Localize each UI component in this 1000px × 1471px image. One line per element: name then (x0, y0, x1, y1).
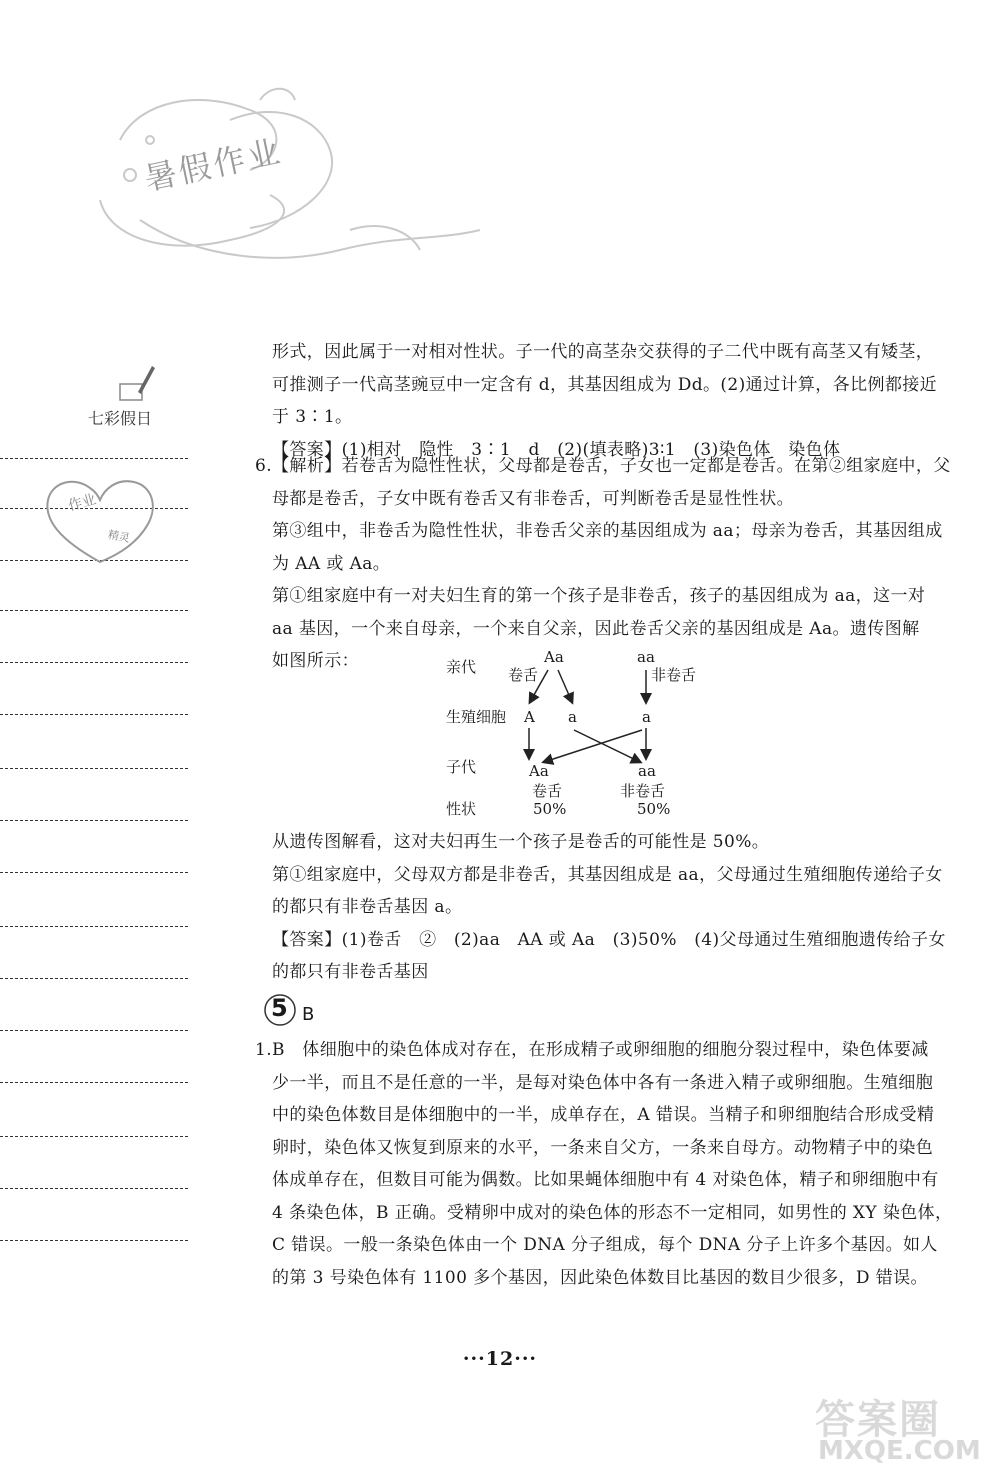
text-line: 可推测子一代高茎豌豆中一定含有 d，其基因组成为 Dd。(2)通过计算，各比例都接近 (272, 374, 938, 395)
row-label-gamete: 生殖细胞 (446, 708, 507, 726)
pencil-icon (118, 362, 156, 404)
stamp-sub: 精灵 (106, 528, 131, 545)
section-letter: B (302, 1004, 315, 1025)
stamp-title: 作业 (66, 491, 98, 515)
text-line: 的都只有非卷舌基因 a。 (272, 897, 463, 917)
text-line: 如图所示： (272, 651, 359, 671)
sidebar-rule (0, 768, 188, 769)
text-line: 第①组家庭中有一对夫妇生育的第一个孩子是非卷舌，孩子的基因组成为 aa，这一对 (272, 586, 926, 606)
gamete-a: a (568, 708, 577, 726)
child1-genotype: Aa (529, 762, 549, 780)
sidebar-rule (0, 1188, 188, 1189)
sidebar-rule (0, 610, 188, 611)
sidebar-rule (0, 1082, 188, 1083)
section4-continuation (272, 336, 938, 466)
sidebar-rule (0, 1240, 188, 1241)
answer-line: 【答案】(1)相对 隐性 3∶1 d (2)(填表略)3∶1 (3)染色体 染色体 (272, 439, 841, 460)
text-line: 卵时，染色体又恢复到原来的水平，一条来自父方，一条来自母方。动物精子中的染色 (272, 1137, 934, 1158)
section-number: 5 (271, 994, 288, 1022)
row-label-parent: 亲代 (446, 658, 477, 676)
gamete-A: A (524, 708, 535, 726)
parent2-trait: 非卷舌 (651, 666, 697, 684)
row-label-trait: 性状 (446, 800, 477, 818)
text-line: 第①组家庭中，父母双方都是非卷舌，其基因组成是 aa，父母通过生殖细胞传递给子女 (272, 864, 943, 885)
gamete-a: a (642, 708, 651, 726)
text-line: 体成单存在，但数目可能为偶数。比如果蝇体细胞中有 4 对染色体，精子和卵细胞中有 (272, 1170, 939, 1190)
text-line: 1.B 体细胞中的染色体成对存在，在形成精子或卵细胞的细胞分裂过程中，染色体要减 (255, 1040, 929, 1060)
banner-decoration (80, 80, 500, 300)
banner-title: 暑假作业 (140, 131, 286, 199)
sidebar-label: 七彩假日 (88, 409, 153, 428)
watermark-url: MXQE.COM (818, 1436, 981, 1466)
watermark-logo: 答案圈 (815, 1397, 941, 1443)
sidebar-rule (0, 978, 188, 979)
question-6-conclusion (272, 826, 946, 989)
text-line: 6.【解析】若卷舌为隐性性状，父母都是卷舌，子女也一定都是卷舌。在第②组家庭中，父 (255, 456, 951, 476)
parent1-trait: 卷舌 (508, 666, 539, 684)
heart-stamp-icon (40, 470, 160, 570)
text-line: 少一半，而且不是任意的一半，是每对染色体中各有一条进入精子或卵细胞。生殖细胞 (272, 1072, 934, 1093)
text-line: 的第 3 号染色体有 1100 多个基因，因此染色体数目比基因的数目少很多，D 错误。 (272, 1267, 928, 1288)
sidebar-rule (0, 458, 188, 459)
parent2-genotype: aa (637, 648, 655, 666)
text-line: 第③组中，非卷舌为隐性性状，非卷舌父亲的基因组成为 aa；母亲为卷舌，其基因组成 (272, 521, 943, 541)
text-line: 于 3∶1。 (272, 407, 353, 427)
sidebar-rule (0, 872, 188, 873)
child1-percent: 50% (533, 800, 567, 818)
sidebar-rule (0, 662, 188, 663)
parent1-genotype: Aa (544, 648, 564, 666)
text-line: 中的染色体数目是体细胞中的一半，成单存在，A 错误。当精子和卵细胞结合形成受精 (272, 1105, 935, 1125)
text-line: aa 基因，一个来自母亲，一个来自父亲，因此卷舌父亲的基因组成是 Aa。遗传图解 (272, 618, 920, 639)
sidebar-rule (0, 1030, 188, 1031)
row-label-child: 子代 (446, 758, 477, 776)
text-line: 母都是卷舌，子女中既有卷舌又有非卷舌，可判断卷舌是显性性状。 (272, 488, 794, 509)
section5-question-1 (255, 1034, 953, 1294)
text-line: 从遗传图解看，这对夫妇再生一个孩子是卷舌的可能性是 50%。 (272, 832, 770, 852)
page-number: ···12··· (462, 1348, 538, 1370)
answer-line: 【答案】(1)卷舌 ② (2)aa AA 或 Aa (3)50% (4)父母通过生殖细胞遗传给子女 (272, 929, 946, 950)
question-6 (255, 450, 951, 678)
child1-trait: 卷舌 (532, 782, 563, 800)
text-line: 的都只有非卷舌基因 (272, 962, 429, 982)
sidebar-rule (0, 926, 188, 927)
sidebar-rule (0, 714, 188, 715)
text-line: 4 条染色体，B 正确。受精卵中成对的染色体的形态不一定相同，如男性的 XY 染色体， (272, 1202, 953, 1223)
sidebar-rule (0, 820, 188, 821)
child2-trait: 非卷舌 (620, 782, 666, 800)
section-5-heading (262, 990, 342, 1030)
text-line: 为 AA 或 Aa。 (272, 553, 391, 574)
child2-genotype: aa (638, 762, 656, 780)
child2-percent: 50% (637, 800, 671, 818)
sidebar-rule (0, 1136, 188, 1137)
text-line: 形式，因此属于一对相对性状。子一代的高茎杂交获得的子二代中既有高茎又有矮茎， (272, 342, 934, 362)
text-line: C 错误。一般一条染色体由一个 DNA 分子组成，每个 DNA 分子上许多个基因。如人 (272, 1235, 938, 1255)
